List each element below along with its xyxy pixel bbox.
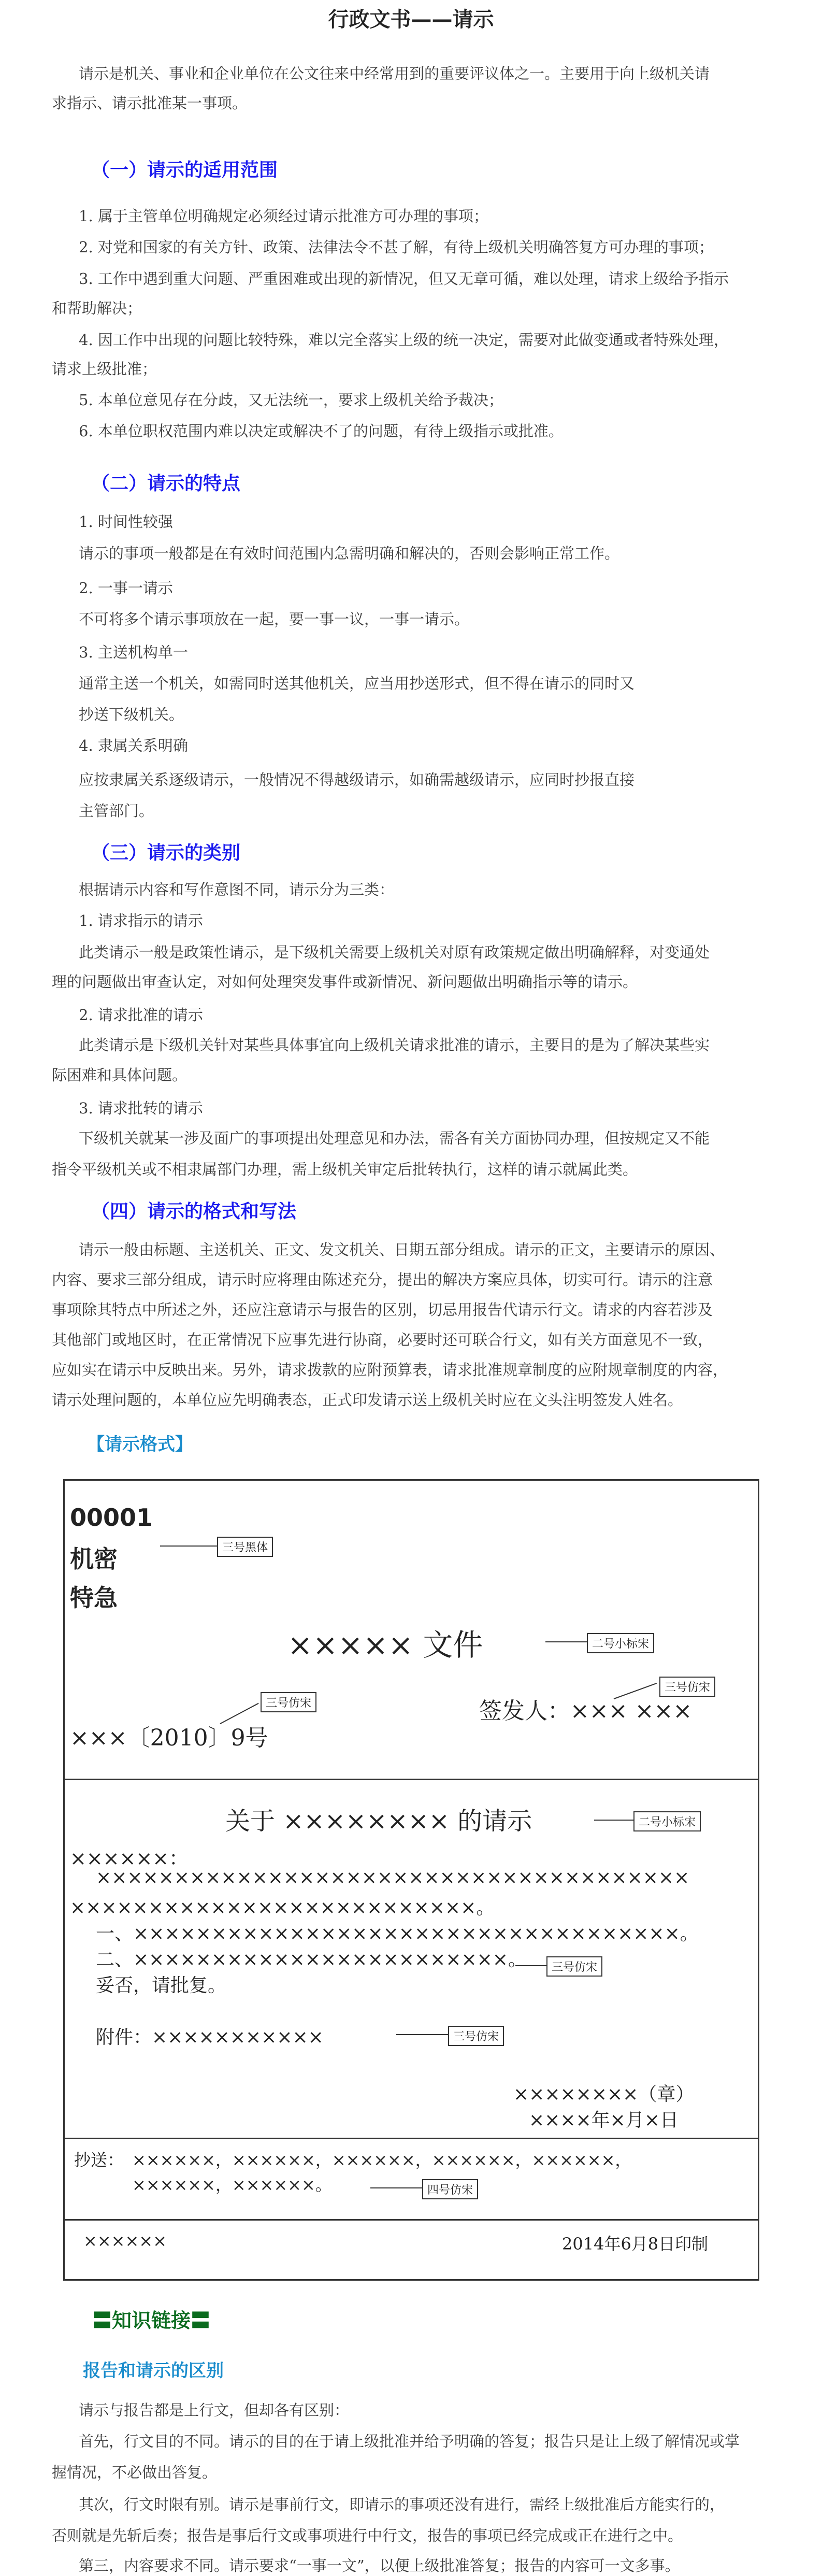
sec3-line: 下级机关就某一涉及面广的事项提出处理意见和办法，需各有关方面协同办理，但按规定又不能 bbox=[79, 1129, 710, 1147]
form-number: 00001 bbox=[70, 1504, 153, 1532]
page-title: 行政文书——请示 bbox=[328, 8, 494, 32]
annotation-tag: 三号仿宋 bbox=[659, 1677, 715, 1697]
knowledge-line: 请示与报告都是上行文，但却各有区别： bbox=[79, 2401, 350, 2419]
annotation-tag: 二号小标宋 bbox=[633, 1811, 701, 1831]
sec3-line: 此类请示是下级机关针对某些具体事宜向上级机关请求批准的请示，主要目的是为了解决某些实 bbox=[79, 1036, 710, 1054]
sec3-line: 3. 请求批转的请示 bbox=[79, 1099, 203, 1117]
sec4-line: 其他部门或地区时，在正常情况下应事先进行协商，必要时还可联合行文，如有关方面意见不一致， bbox=[52, 1331, 713, 1349]
section-4-heading: （四）请示的格式和写法 bbox=[91, 1201, 297, 1222]
sec3-line: 1. 请求指示的请示 bbox=[79, 912, 203, 929]
sec2-line: 2. 一事一请示 bbox=[79, 579, 173, 597]
intro-line-2: 求指示、请示批准某一事项。 bbox=[52, 94, 248, 112]
form-urgency: 特急 bbox=[70, 1584, 118, 1612]
knowledge-line: 其次，行文时限有别。请示是事前行文，即请示的事项还没有进行，需经上级批准后方能实行的， bbox=[79, 2496, 725, 2513]
sec2-line: 3. 主送机构单一 bbox=[79, 643, 188, 661]
annotation-tag: 三号黑体 bbox=[217, 1537, 273, 1557]
sec2-line: 4. 隶属关系明确 bbox=[79, 737, 188, 754]
section-2-heading: （二）请示的特点 bbox=[91, 473, 241, 494]
knowledge-heading: 〓知识链接〓 bbox=[92, 2309, 211, 2332]
sec1-line: 6. 本单位职权范围内难以决定或解决不了的问题，有待上级指示或批准。 bbox=[79, 422, 564, 440]
sec2-line: 主管部门。 bbox=[79, 802, 154, 820]
header-separator bbox=[65, 1779, 758, 1780]
form-printer: ×××××× bbox=[83, 2231, 167, 2251]
sec2-line: 应按隶属关系逐级请示，一般情况不得越级请示，如确需越级请示，应同时抄报直接 bbox=[79, 771, 635, 789]
sec1-line: 1. 属于主管单位明确规定必须经过请示批准方可办理的事项； bbox=[79, 207, 488, 225]
request-format-figure bbox=[63, 1479, 759, 2281]
sec2-line: 通常主送一个机关，如需同时送其他机关，应当用抄送形式，但不得在请示的同时又 bbox=[79, 675, 635, 692]
form-subject: 关于 ×××××××× 的请示 bbox=[225, 1807, 532, 1836]
sec3-line: 此类请示一般是政策性请示，是下级机关需要上级机关对原有政策规定做出明确解释，对变通处 bbox=[79, 943, 710, 961]
sec2-line: 抄送下级机关。 bbox=[79, 706, 184, 723]
annotation-tag: 三号仿宋 bbox=[546, 1956, 602, 1977]
form-print-date: 2014年6月8日印制 bbox=[562, 2234, 709, 2254]
sec3-line: 理的问题做出审查认定，对如何处理突发事件或新情况、新问题做出明确指示等的请示。 bbox=[52, 973, 638, 991]
sec4-line: 事项除其特点中所述之外，还应注意请示与报告的区别，切忌用报告代请示行文。请求的内容若涉及 bbox=[52, 1301, 713, 1319]
form-body-line: ×××××××××××××××××××××××××××××××××××××× bbox=[96, 1867, 690, 1888]
knowledge-subheading: 报告和请示的区别 bbox=[83, 2360, 224, 2381]
form-date: ××××年×月×日 bbox=[529, 2110, 679, 2131]
annotation-tag: 四号仿宋 bbox=[422, 2179, 478, 2199]
leader-line bbox=[160, 1545, 217, 1547]
section-3-heading: （三）请示的类别 bbox=[91, 842, 241, 864]
knowledge-line: 首先，行文目的不同。请示的目的在于请上级批准并给予明确的答复；报告只是让上级了解情况或掌 bbox=[79, 2432, 740, 2450]
sec1-line: 5. 本单位意见存在分歧，又无法统一，要求上级机关给予裁决； bbox=[79, 391, 503, 409]
annotation-tag: 二号小标宋 bbox=[587, 1633, 654, 1653]
sec4-line: 内容、要求三部分组成，请示时应将理由陈述充分，提出的解决方案应具体，切实可行。请示的注意 bbox=[52, 1271, 713, 1289]
form-closing: 妥否，请批复。 bbox=[96, 1975, 227, 1996]
leader-line bbox=[370, 2187, 422, 2188]
sec2-line: 1. 时间性较强 bbox=[79, 513, 173, 531]
knowledge-line: 握情况，不必做出答复。 bbox=[52, 2464, 218, 2481]
knowledge-line: 否则就是先斩后奏；报告是事后行文或事项进行中行文，报告的事项已经完成或正在进行之中。 bbox=[52, 2527, 683, 2544]
form-secret-level: 机密 bbox=[70, 1545, 118, 1573]
sec3-line: 根据请示内容和写作意图不同，请示分为三类： bbox=[79, 881, 395, 898]
form-doc-number: ×××〔2010〕9号 bbox=[70, 1725, 268, 1751]
form-cc-label: 抄送： bbox=[74, 2150, 124, 2170]
annotation-tag: 三号仿宋 bbox=[261, 1692, 316, 1712]
leader-line bbox=[515, 1965, 546, 1966]
form-cc-line: ××××××，××××××。 bbox=[132, 2175, 332, 2195]
annotation-tag: 三号仿宋 bbox=[448, 2026, 504, 2046]
form-attachment: 附件：××××××××××× bbox=[96, 2027, 324, 2048]
sec1-line: 请求上级批准； bbox=[52, 360, 157, 378]
leader-line bbox=[396, 2034, 448, 2035]
form-cc-line: ××××××，××××××，××××××，××××××，××××××， bbox=[132, 2150, 632, 2170]
sec1-line: 2. 对党和国家的有关方针、政策、法律法令不甚了解，有待上级机关明确答复方可办理的事项； bbox=[79, 238, 714, 256]
leader-line bbox=[594, 1820, 633, 1821]
section-1-heading: （一）请示的适用范围 bbox=[91, 160, 278, 181]
form-issuer: ××××××××（章） bbox=[513, 2084, 695, 2105]
cc-separator bbox=[65, 2138, 758, 2139]
sec4-line: 请示处理问题的，本单位应先明确表态，正式印发请示送上级机关时应在文头注明签发人姓名。 bbox=[52, 1391, 683, 1409]
sec2-line: 请示的事项一般都是在有效时间范围内急需明确和解决的，否则会影响正常工作。 bbox=[79, 545, 620, 562]
sec1-line: 3. 工作中遇到重大问题、严重困难或出现的新情况，但又无章可循，难以处理，请求上级给予指示 bbox=[79, 270, 729, 288]
form-item: 一、×××××××××××××××××××××××××××××××××××。 bbox=[96, 1923, 699, 1944]
form-addressee: ××××××： bbox=[70, 1847, 189, 1870]
intro-line-1: 请示是机关、事业和企业单位在公文往来中经常用到的重要评议体之一。主要用于向上级机关请 bbox=[79, 65, 710, 82]
sec4-line: 应如实在请示中反映出来。另外，请求拨款的应附预算表，请求批准规章制度的应附规章制度的内容， bbox=[52, 1361, 728, 1379]
sec1-line: 4. 因工作中出现的问题比较特殊，难以完全落实上级的统一决定，需要对此做变通或者特殊处理， bbox=[79, 331, 729, 349]
form-doc-title: ××××× 文件 bbox=[287, 1627, 483, 1663]
sec2-line: 不可将多个请示事项放在一起，要一事一议，一事一请示。 bbox=[79, 610, 470, 628]
print-separator bbox=[65, 2219, 758, 2221]
leader-line bbox=[545, 1641, 587, 1642]
sec3-line: 际困难和具体问题。 bbox=[52, 1066, 188, 1084]
form-item: 二、××××××××××××××××××××××××。 bbox=[96, 1949, 527, 1970]
format-heading: 【请示格式】 bbox=[87, 1434, 193, 1455]
form-signer: 签发人：××× ××× bbox=[479, 1698, 693, 1724]
sec3-line: 2. 请求批准的请示 bbox=[79, 1006, 203, 1024]
sec4-line: 请示一般由标题、主送机关、正文、发文机关、日期五部分组成。请示的正文，主要请示的原因、 bbox=[79, 1241, 725, 1258]
sec3-line: 指令平级机关或不相隶属部门办理，需上级机关审定后批转执行，这样的请示就属此类。 bbox=[52, 1161, 638, 1178]
sec1-line: 和帮助解决； bbox=[52, 299, 142, 317]
form-body-line: ××××××××××××××××××××××××××。 bbox=[70, 1897, 495, 1919]
knowledge-line: 第三，内容要求不同。请示要求“一事一文”，以便上级批准答复；报告的内容可一文多事。 bbox=[79, 2557, 680, 2574]
